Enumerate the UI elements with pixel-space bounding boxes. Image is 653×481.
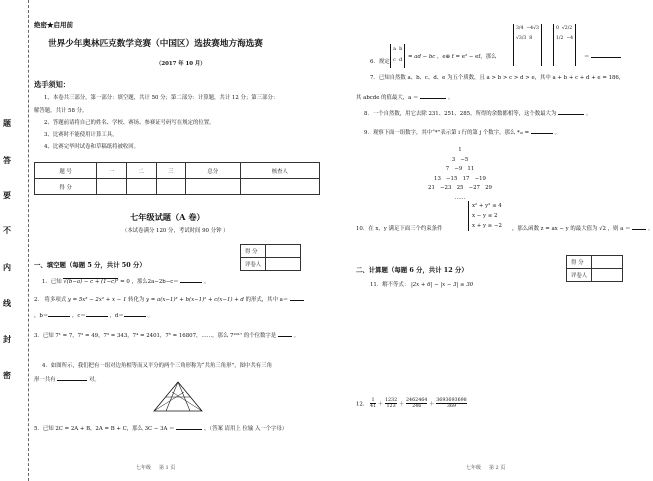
grader-label: 评卷人 <box>567 269 592 282</box>
triangle-num: 29 <box>485 185 492 191</box>
q11-expr: |2x + 6| − |x − 3| ≥ 30 <box>410 282 474 288</box>
instruction-item: 1、本卷共三部分，第一部分：填空题，共计 50 分；第二部分：计算题，共计 12 分；第三部分： <box>44 95 279 101</box>
q6-rest <box>408 55 496 60</box>
section-1-heading: 一、填空题（每题 5 分，共计 50 分） <box>34 261 146 269</box>
seal-char: 线 <box>3 298 11 308</box>
score-cell[interactable] <box>156 179 186 195</box>
q10-constraints <box>468 201 502 231</box>
question-12 <box>356 398 467 410</box>
grader-box-2 <box>566 255 623 282</box>
q6-pre: 6．规定 <box>370 59 390 65</box>
score-cell[interactable] <box>97 179 127 195</box>
seal-char: 答 <box>3 155 11 165</box>
triangle-num: −5 <box>460 156 469 163</box>
q2-mid: 转化为 <box>128 297 145 303</box>
triangle-row <box>400 156 520 166</box>
score-cell[interactable] <box>186 179 240 195</box>
q12-fraction-1 <box>370 398 376 410</box>
triangle-num: −19 <box>474 175 486 182</box>
seal-char: 密 <box>3 370 11 380</box>
triangle-figure <box>150 380 206 414</box>
top-secret-label: 绝密★启用前 <box>34 21 73 29</box>
grader-cell[interactable] <box>266 258 301 271</box>
question-7-line1: 7．已知自然数 a、b、c、d、e 为五个质数，且 a > b > c > d > e，其中 a + b + c + d + e = 186， <box>370 75 625 81</box>
triangle-num: −15 <box>446 175 458 182</box>
question-5 <box>34 427 287 432</box>
triangle-row <box>400 175 520 185</box>
q1-end: 。 <box>204 279 210 285</box>
grader-label: 评卷人 <box>241 258 266 271</box>
triangle-num: 13 <box>434 175 441 182</box>
answer-blank-2d[interactable] <box>124 316 146 317</box>
q12-den: 123 <box>386 404 396 410</box>
q12-num: 3693693698 <box>436 398 467 403</box>
q9-text: 9．观察下面一组数字，其中“*”表示第 i 行的第 j 个数字，那么 *ᵢ₀ = <box>364 130 531 136</box>
answer-blank-8[interactable] <box>558 114 584 115</box>
q9-end: 。 <box>554 130 560 136</box>
score-table <box>34 162 320 195</box>
section-2-heading: 二、计算题（每题 6 分，共计 12 分） <box>356 266 468 274</box>
q10-constraint: x² + y² ≤ 4 <box>472 203 502 209</box>
seal-char: 封 <box>3 334 11 344</box>
q6-big-matrix: 3/4 −4√3 √3/3 8 <box>513 24 542 66</box>
question-11 <box>370 283 473 288</box>
q5-text: 5．已知 2C = 2A + B，2A = B + C，那么 3C − 3A ＝ <box>34 426 175 432</box>
q10-constraint: x − y ≤ 2 <box>472 213 498 219</box>
triangle-row <box>400 184 520 194</box>
score-cell[interactable] <box>126 179 156 195</box>
q1-mid: ，那么2a−2b−c＝ <box>131 279 179 285</box>
q2-end: 的形式，其中 a＝ <box>245 297 289 303</box>
q12-pre: 12． <box>356 401 369 408</box>
triangle-num: 21 <box>428 185 435 191</box>
q6-answer <box>584 55 621 60</box>
score-header: 三 <box>156 163 186 179</box>
question-8 <box>364 112 591 117</box>
q12-den: 369 <box>446 404 457 410</box>
grader-box <box>240 244 301 271</box>
triangle-num: 17 <box>462 175 470 182</box>
triangle-num: −23 <box>440 185 452 191</box>
q12-num: 2462464 <box>406 398 428 403</box>
instructions-heading: 选手须知： <box>34 80 70 89</box>
q6-small-matrix: 0 √2/2 1/2 −4 <box>553 24 576 66</box>
q2-expr: y = 5x³ − 2x² + x − 1 <box>67 297 127 303</box>
q11-pre: 11．解不等式： <box>370 282 410 288</box>
question-3 <box>34 334 299 339</box>
grade-title: 七年级试题（A 卷） <box>130 212 205 222</box>
q6-end: ＝ <box>584 54 590 60</box>
instruction-item: 解答题，共计 58 分。 <box>34 108 88 114</box>
triangle-num: 7 <box>445 166 450 172</box>
answer-blank-10[interactable] <box>632 229 646 230</box>
q12-num: 1232 <box>384 398 398 403</box>
triangle-num: …… <box>454 194 466 201</box>
q10-constraint: x + y ≥ −2 <box>472 223 502 229</box>
triangle-num: 3 <box>451 156 456 163</box>
q12-den: 246 <box>412 404 422 410</box>
grader-score-label: 得 分 <box>567 256 592 269</box>
footer-page: 第 1 页 <box>158 465 176 471</box>
q10-pre: 10．在 x，y 满足下面三个约束条件 <box>356 226 443 232</box>
triangle-num: 1 <box>458 147 462 153</box>
page-title: 世界少年奥林匹克数学竞赛（中国区）选拔赛地方海选赛 <box>48 39 263 49</box>
q1-pre: 1．已知 <box>42 279 62 285</box>
question-7-line2 <box>356 96 453 101</box>
instruction-item: 3、比赛时不能使用计算工具。 <box>44 132 118 138</box>
answer-blank-2c[interactable] <box>86 316 108 317</box>
q7-line2: 其 abcde 的值最大，a ＝ <box>356 95 419 101</box>
footer-grade: 七年级 <box>136 465 152 471</box>
grader-score-label: 得 分 <box>241 245 266 258</box>
q2-text: 将多项式 <box>44 297 67 303</box>
q10-mid: ，那么函数 z = ax − y 的最大值为 √2 ，则 a ＝ <box>512 226 631 232</box>
score-header: 核查人 <box>240 163 319 179</box>
question-2b <box>34 314 153 319</box>
q8-end: 。 <box>585 111 592 117</box>
q2-expr2: y = a(x−1)³ + b(x−1)² + c(x−1) + d <box>146 297 244 303</box>
q2-b-label: ，b＝ <box>34 313 49 319</box>
q12-fraction-4 <box>436 398 467 410</box>
q2-d-label: ，d＝ <box>109 313 124 319</box>
q12-plus: ＋ <box>398 401 405 408</box>
answer-blank-1[interactable] <box>180 282 202 283</box>
answer-blank-9[interactable] <box>531 133 553 134</box>
triangle-num: −9 <box>454 166 463 172</box>
seal-char: 内 <box>3 262 11 272</box>
instruction-item: 2、答题前请将自己的姓名、学校、赛场、参赛证号码写在规定的位置。 <box>44 120 215 126</box>
answer-blank-6[interactable] <box>591 57 621 58</box>
score-row-label: 得 分 <box>35 179 97 195</box>
q8-text: 8．一个自然数，用它去除 231、251、285，所得的余数都相等，这个数最大为 <box>364 111 557 117</box>
q3-text: 3．已知 7¹ = 7，7² = 49，7³ = 343，7⁴ = 2401，7⁵ = 16807，……，那么 7²⁰¹⁷ 的个位数字是 <box>34 333 277 339</box>
triangle-num: 11 <box>467 166 475 172</box>
q2-pre: 2． <box>34 297 43 303</box>
q6-matrix: a b c d <box>390 44 405 68</box>
number-triangle <box>400 146 520 203</box>
answer-blank-5[interactable] <box>176 429 202 430</box>
grade-subtitle: （本试卷满分 120 分，考试时间 90 分钟 ） <box>122 228 229 234</box>
q7-end: 。 <box>447 95 454 101</box>
triangle-row <box>400 194 520 204</box>
q12-den: 41 <box>369 404 377 410</box>
instruction-item: 4、比赛完毕时试卷和草稿纸将被收回。 <box>44 144 140 150</box>
q12-fraction-2 <box>385 398 397 410</box>
footer-grade: 七年级 <box>466 465 482 471</box>
footer-right <box>466 464 505 471</box>
q5-end: 。（答案 请用上 位输 入一个字母） <box>203 426 288 432</box>
answer-blank-2a[interactable] <box>290 300 304 301</box>
q12-plus: ＋ <box>429 401 435 408</box>
answer-blank-3[interactable] <box>278 336 292 337</box>
grader-cell[interactable] <box>592 269 623 282</box>
triangle-num: −27 <box>468 185 480 191</box>
q4-line2: 形一共有 <box>34 377 56 383</box>
answer-blank-4[interactable] <box>57 380 87 381</box>
triangle-num: 25 <box>456 185 464 191</box>
answer-blank-7[interactable] <box>420 98 446 99</box>
seal-char: 不 <box>3 225 11 235</box>
question-1: 1．已知 √(b−a) − c + (1−c)² = 0 ，那么2a−2b−c＝ 。 <box>42 279 210 285</box>
grader-score-cell[interactable] <box>266 245 301 258</box>
q10-end: 。 <box>647 226 653 232</box>
q6-eq: = ad − bc <box>408 54 436 60</box>
grader-score-cell[interactable] <box>592 256 623 269</box>
question-6 <box>370 60 390 65</box>
score-header: 二 <box>126 163 156 179</box>
q6-mid: ，e⊕ f = e² − ef，那么 <box>437 54 497 60</box>
q3-end: 。 <box>293 333 300 339</box>
seal-char: 要 <box>3 190 11 200</box>
seal-char: 题 <box>3 118 11 128</box>
exam-date: （2017 年 10 月） <box>156 61 206 67</box>
seal-strip <box>0 0 29 481</box>
triangle-row <box>400 165 520 175</box>
question-10 <box>356 227 442 232</box>
question-9 <box>364 131 560 136</box>
question-2 <box>34 298 304 303</box>
score-header: 题 号 <box>35 163 97 179</box>
question-4-line2 <box>34 378 100 383</box>
q12-plus: ＋ <box>377 401 384 408</box>
footer-page: 第 2 页 <box>488 465 506 471</box>
answer-blank-2b[interactable] <box>48 316 70 317</box>
footer-left <box>136 464 175 471</box>
q12-num: 1 <box>371 398 375 403</box>
score-header: 一 <box>97 163 127 179</box>
triangle-row <box>400 146 520 156</box>
q4-end: 对。 <box>89 377 100 383</box>
question-4-line1: 4．如图所示，我们把有一组对边角相等而又平分的两个三角形称为“共角三角形”，图中共有三角 <box>42 363 272 369</box>
q12-fraction-3 <box>406 398 427 410</box>
q2-c-label: ，c＝ <box>71 313 86 319</box>
q10-rest <box>512 227 653 232</box>
score-header: 总分 <box>186 163 240 179</box>
score-cell[interactable] <box>240 179 319 195</box>
q2b-end: 。 <box>147 313 153 319</box>
